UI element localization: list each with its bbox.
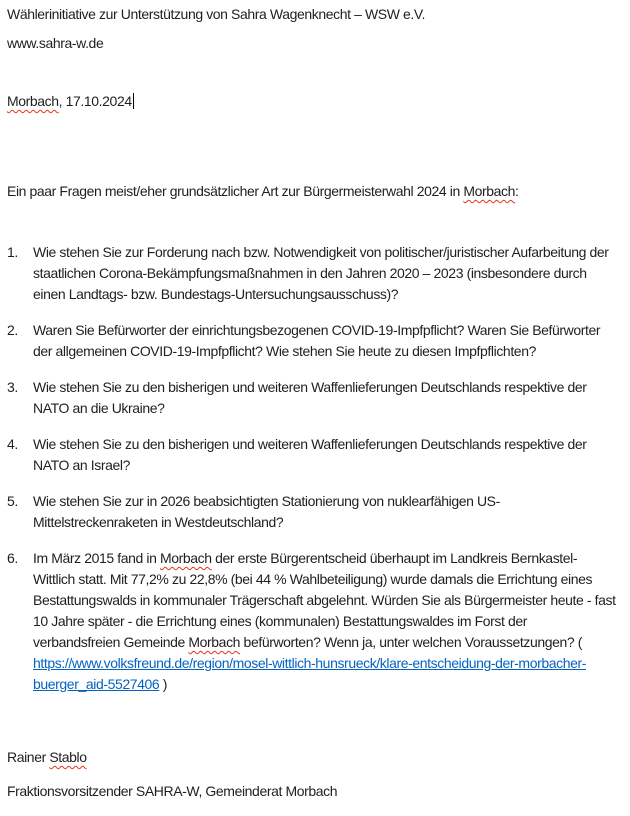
intro-text-before: Ein paar Fragen meist/eher grundsätzlicher Art zur Bürgermeisterwahl 2024 in — [7, 183, 464, 199]
question-text — [33, 491, 616, 533]
question-text-body: befürworten? Wenn ja, unter welchen Voraussetzungen? ( — [240, 634, 583, 650]
question-number: 4. — [7, 436, 18, 452]
misspelled-word-morbach: Morbach — [7, 93, 59, 109]
misspelled-word-morbach: Morbach — [463, 183, 515, 199]
question-text — [33, 548, 616, 695]
date-text: , 17.10.2024 — [58, 93, 132, 109]
org-title-text: Wählerinitiative zur Unterstützung von Sahra Wagenknecht – WSW e.V. — [7, 6, 426, 22]
intro-line — [7, 181, 616, 202]
question-list — [7, 242, 616, 695]
question-text — [33, 242, 616, 305]
question-text — [33, 320, 616, 362]
date-line — [7, 91, 616, 112]
question-text-body: Wie stehen Sie zu den bisherigen und weiteren Waffenlieferungen Deutschlands respektive der NATO an die Ukraine? — [33, 379, 587, 416]
question-text-body: Wie stehen Sie zur Forderung nach bzw. Notwendigkeit von politischer/juristischer Aufarbeitung der staatlichen Corona-Bekämpfungsmaßnahmen in den Jahren 2020 – 2023 (insbesondere durch einen Landtags- bzw. Bundestags-Untersuchungsausschuss)? — [33, 244, 609, 302]
misspelled-word-morbach: Morbach — [160, 550, 212, 566]
question-number: 6. — [7, 550, 18, 566]
question-item-6 — [7, 548, 616, 695]
question-text-body: Waren Sie Befürworter der einrichtungsbezogenen COVID-19-Impfpflicht? Waren Sie Befürworter der allgemeinen COVID-19-Impfpflicht? Wie stehen Sie heute zu diesen Impfpflichten? — [33, 322, 601, 359]
question-text-body: ) — [159, 676, 168, 692]
intro-text-after: : — [515, 183, 519, 199]
signature-first-name: Rainer — [7, 749, 50, 765]
question-number: 2. — [7, 322, 18, 338]
question-item-2 — [7, 320, 616, 362]
question-item-5 — [7, 491, 616, 533]
question-text — [33, 434, 616, 476]
signature-name — [7, 747, 616, 768]
org-title — [7, 4, 616, 25]
question-number: 5. — [7, 493, 18, 509]
misspelled-word-stablo: Stablo — [49, 749, 87, 765]
question-number: 1. — [7, 244, 18, 260]
question-item-1 — [7, 242, 616, 305]
volksfreund-link[interactable]: https://www.volksfreund.de/region/mosel-wittlich-hunsrueck/klare-entscheidung-der-morbacher-buerger_aid-5527406 — [33, 655, 587, 692]
question-text-body: Wie stehen Sie zu den bisherigen und weiteren Waffenlieferungen Deutschlands respektive der NATO an Israel? — [33, 436, 587, 473]
misspelled-word-morbach: Morbach — [188, 634, 241, 650]
website-text: www.sahra-w.de — [7, 35, 104, 51]
website-line — [7, 33, 616, 54]
text-cursor — [133, 93, 134, 109]
question-text — [33, 377, 616, 419]
question-text-body: Wie stehen Sie zur in 2026 beabsichtigten Stationierung von nuklearfähigen US-Mittelstreckenraketen in Westdeutschland? — [33, 493, 500, 530]
question-number: 3. — [7, 379, 18, 395]
signature-role-text: Fraktionsvorsitzender SAHRA-W, Gemeinderat Morbach — [7, 783, 338, 799]
question-item-4 — [7, 434, 616, 476]
question-text-body: der erste Bürgerentscheid überhaupt im Landkreis Bernkastel-Wittlich statt. Mit 77,2% zu 22,8% (bei 44 % Wahlbeteiligung) wurde damals die Errichtung eines Bestattungswalds in kommunaler Trägerschaft abgelehnt. Würden Sie als Bürgermeister heute - fast 10 Jahre später - die Errichtung eines (kommunalen) Bestattungswaldes im Forst der verbandsfreien Gemeinde — [33, 550, 616, 650]
signature-role — [7, 781, 616, 802]
question-item-3 — [7, 377, 616, 419]
question-text-body: Im März 2015 fand in — [33, 550, 160, 566]
